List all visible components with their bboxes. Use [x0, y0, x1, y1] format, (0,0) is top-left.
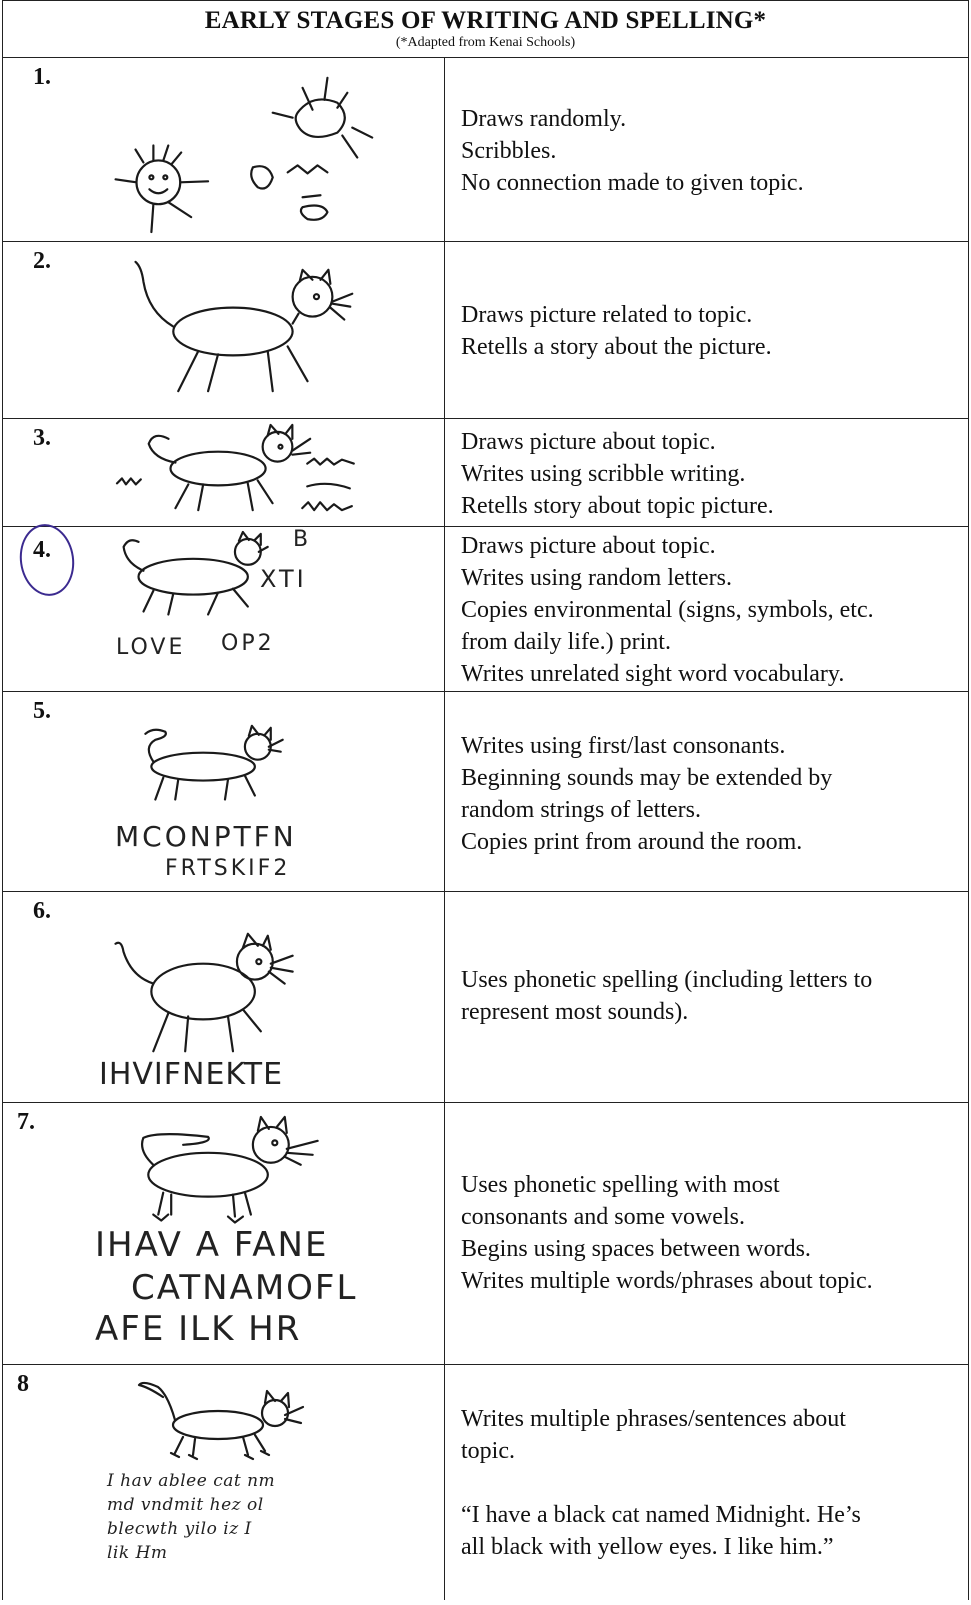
description-line: “I have a black cat named Midnight. He’s [461, 1502, 861, 1528]
stage-row-3 [2, 419, 969, 527]
description-line: Writes unrelated sight word vocabulary. [461, 661, 845, 687]
stage-row-2 [2, 242, 969, 419]
description-line [461, 1467, 958, 1499]
child-writing: CATNAMOFL [131, 1268, 358, 1308]
description-line: Retells story about topic picture. [461, 493, 774, 519]
stage-drawing-cell [3, 1365, 445, 1600]
description-line: Draws randomly. [461, 106, 627, 132]
scribble-drawing [3, 58, 445, 241]
stage-number: 7. [17, 1109, 35, 1135]
stage-description-cell [445, 242, 968, 418]
description-line: Draws picture about topic. [461, 533, 716, 559]
stage-description-cell [445, 58, 968, 241]
child-writing: blecwth yilo iz I [107, 1519, 252, 1539]
stage-description-cell [445, 892, 968, 1102]
description-line: Scribbles. [461, 138, 557, 164]
stage-number: 5. [33, 698, 51, 724]
child-writing: md vndmit hez ol [107, 1495, 264, 1515]
description-line: Begins using spaces between words. [461, 1236, 811, 1262]
description-line: all black with yellow eyes. I like him.” [461, 1534, 834, 1560]
stage-description [461, 426, 958, 522]
child-writing: IHAV A FANE [95, 1225, 329, 1265]
stage-description [461, 1169, 958, 1297]
stage-description-cell [445, 1365, 968, 1600]
stage-drawing-cell [3, 242, 445, 418]
stage-description [461, 1403, 958, 1563]
stage-row-4 [2, 527, 969, 692]
stage-row-6 [2, 892, 969, 1103]
description-line: from daily life.) print. [461, 629, 671, 655]
stage-description [461, 103, 958, 199]
description-line: Writes multiple words/phrases about topic. [461, 1268, 873, 1294]
child-writing: OP2 [221, 631, 275, 656]
stage-row-8 [2, 1365, 969, 1600]
stage-drawing-cell [3, 692, 445, 891]
cat-scribble-drawing [3, 419, 445, 526]
cat-drawing [3, 242, 445, 418]
description-line: random strings of letters. [461, 797, 701, 823]
stage-description [461, 299, 958, 363]
stage-description [461, 964, 958, 1028]
description-line: Draws picture about topic. [461, 429, 716, 455]
description-line: Uses phonetic spelling with most [461, 1172, 780, 1198]
description-line: Writes using random letters. [461, 565, 732, 591]
description-line: consonants and some vowels. [461, 1204, 745, 1230]
description-line: Retells a story about the picture. [461, 334, 772, 360]
description-line: Uses phonetic spelling (including letters to [461, 967, 873, 993]
description-line: Beginning sounds may be extended by [461, 765, 833, 791]
worksheet [2, 0, 969, 1600]
stage-number: 3. [33, 425, 51, 451]
description-line: Writes multiple phrases/sentences about [461, 1406, 846, 1432]
description-line: Draws picture related to topic. [461, 302, 753, 328]
description-line: No connection made to given topic. [461, 170, 804, 196]
child-writing: AFE ILK HR [95, 1309, 302, 1349]
child-writing: lik Hm [107, 1543, 168, 1563]
stage-number: 6. [33, 898, 51, 924]
page-subtitle: (*Adapted from Kenai Schools) [395, 35, 576, 50]
description-line: topic. [461, 1438, 515, 1464]
stage-row-5 [2, 692, 969, 892]
stage-drawing-cell [3, 1103, 445, 1364]
stage-number: 4. [33, 537, 51, 563]
stage-description-cell [445, 419, 968, 526]
stage-row-7 [2, 1103, 969, 1365]
stage-description [461, 730, 958, 858]
stage-row-1 [2, 58, 969, 242]
stage-number: 1. [33, 64, 51, 90]
stage-description [461, 530, 958, 690]
stage-description-cell [445, 527, 968, 691]
stage-number: 2. [33, 248, 51, 274]
stage-description-cell [445, 1103, 968, 1364]
child-writing: IHVIFNEKTE [99, 1057, 284, 1092]
child-writing: LOVE [116, 635, 186, 660]
stage-drawing-cell [3, 58, 445, 241]
header [2, 0, 969, 58]
child-writing: B [293, 527, 312, 552]
child-writing: I hav ablee cat nm [107, 1471, 276, 1491]
child-writing: MCONPTFN [115, 820, 297, 853]
description-line: Writes using scribble writing. [461, 461, 746, 487]
stage-number: 8 [17, 1371, 29, 1397]
page-title: EARLY STAGES OF WRITING AND SPELLING* [204, 7, 767, 34]
stage-drawing-cell [3, 419, 445, 526]
description-line: Copies print from around the room. [461, 829, 803, 855]
description-line: Writes using first/last consonants. [461, 733, 786, 759]
description-line: represent most sounds). [461, 999, 689, 1025]
description-line: Copies environmental (signs, symbols, etc. [461, 597, 874, 623]
child-writing: FRTSKIF2 [165, 856, 291, 881]
stage-description-cell [445, 692, 968, 891]
child-writing: XTI [260, 565, 307, 593]
stage-drawing-cell [3, 892, 445, 1102]
